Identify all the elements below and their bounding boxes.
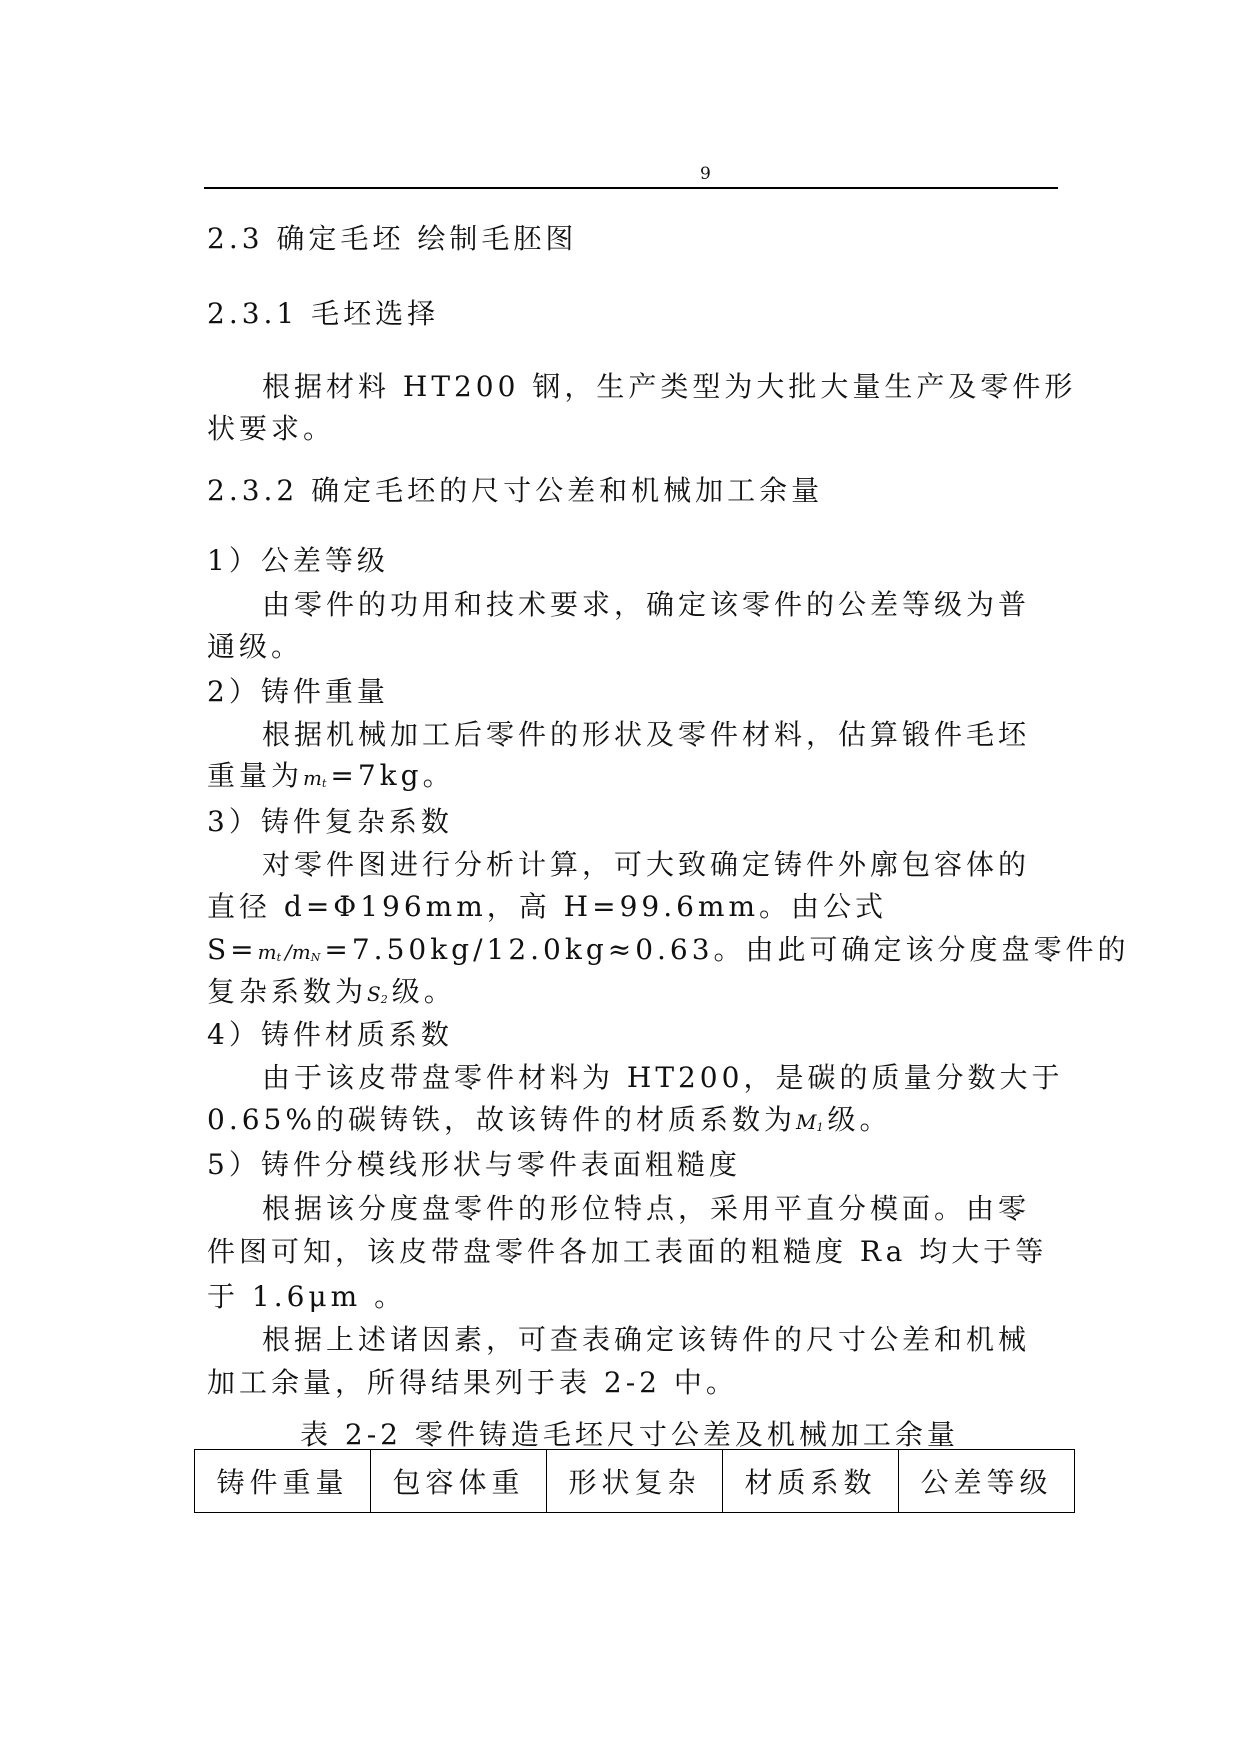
- paragraph-line: 根据机械加工后零件的形状及零件材料，估算锻件毛坯: [262, 718, 1031, 751]
- math-symbol: M: [795, 1110, 817, 1134]
- math-symbol: m: [257, 940, 277, 964]
- table-header-cell: 包容体重: [371, 1450, 547, 1513]
- paragraph-line: 重量为$m_t=7kg$。: [207, 759, 455, 792]
- list-heading-2: 2）铸件重量: [207, 675, 389, 708]
- math-symbol: S: [367, 982, 381, 1006]
- math-symbol: m: [291, 940, 311, 964]
- table-header-row: [195, 1450, 1075, 1513]
- paragraph-line: 根据上述诸因素，可查表确定该铸件的尺寸公差和机械: [262, 1323, 1031, 1356]
- paragraph-line: 复杂系数为$S_2$级。: [207, 975, 456, 1008]
- tolerance-table: [194, 1449, 1075, 1513]
- table-header-cell: 铸件重量: [195, 1450, 371, 1513]
- header-rule: [204, 187, 1058, 189]
- paragraph-line: 0.65%的碳铸铁，故该铸件的材质系数为$M_1$级。: [207, 1103, 892, 1136]
- list-heading-1: 1）公差等级: [207, 544, 389, 577]
- list-heading-4: 4）铸件材质系数: [207, 1018, 453, 1051]
- paragraph-line: 由零件的功用和技术要求，确定该零件的公差等级为普: [262, 588, 1031, 621]
- paragraph-line: 由于该皮带盘零件材料为 HT200，是碳的质量分数大于: [262, 1061, 1064, 1094]
- table-caption: 表 2-2 零件铸造毛坯尺寸公差及机械加工余量: [300, 1418, 959, 1451]
- paragraph-line: 加工余量，所得结果列于表 2-2 中。: [207, 1366, 738, 1399]
- list-heading-3: 3）铸件复杂系数: [207, 805, 453, 838]
- table-header-cell: 公差等级: [899, 1450, 1075, 1513]
- math-symbol: m: [303, 766, 322, 790]
- paragraph-line: 直径 d=Φ196mm，高 H=99.6mm。由公式: [207, 890, 888, 923]
- list-heading-5: 5）铸件分模线形状与零件表面粗糙度: [207, 1148, 741, 1181]
- section-heading-2-3-2: 2.3.2 确定毛坯的尺寸公差和机械加工余量: [207, 474, 824, 507]
- paragraph-line: 于 1.6μm 。: [207, 1280, 407, 1313]
- paragraph-line: 通级。: [207, 630, 304, 663]
- page-number: 9: [700, 164, 711, 184]
- paragraph-line: 根据该分度盘零件的形位特点，采用平直分模面。由零: [262, 1192, 1031, 1225]
- paragraph-line: 件图可知，该皮带盘零件各加工表面的粗糙度 Ra 均大于等: [207, 1235, 1048, 1268]
- table-header-cell: 形状复杂: [547, 1450, 723, 1513]
- paragraph-line: $S=m_t/m_N=7.50kg/12.0kg\approx 0.63$。由此可确定该分度盘零件的: [207, 933, 1130, 966]
- section-heading-2-3-1: 2.3.1 毛坯选择: [207, 297, 440, 330]
- paragraph-line: 对零件图进行分析计算，可大致确定铸件外廓包容体的: [262, 848, 1031, 881]
- section-heading-2-3: 2.3 确定毛坯 绘制毛胚图: [207, 222, 578, 255]
- paragraph-line: 状要求。: [207, 412, 336, 445]
- paragraph-line: 根据材料 HT200 钢，生产类型为大批大量生产及零件形: [262, 370, 1077, 403]
- table-header-cell: 材质系数: [723, 1450, 899, 1513]
